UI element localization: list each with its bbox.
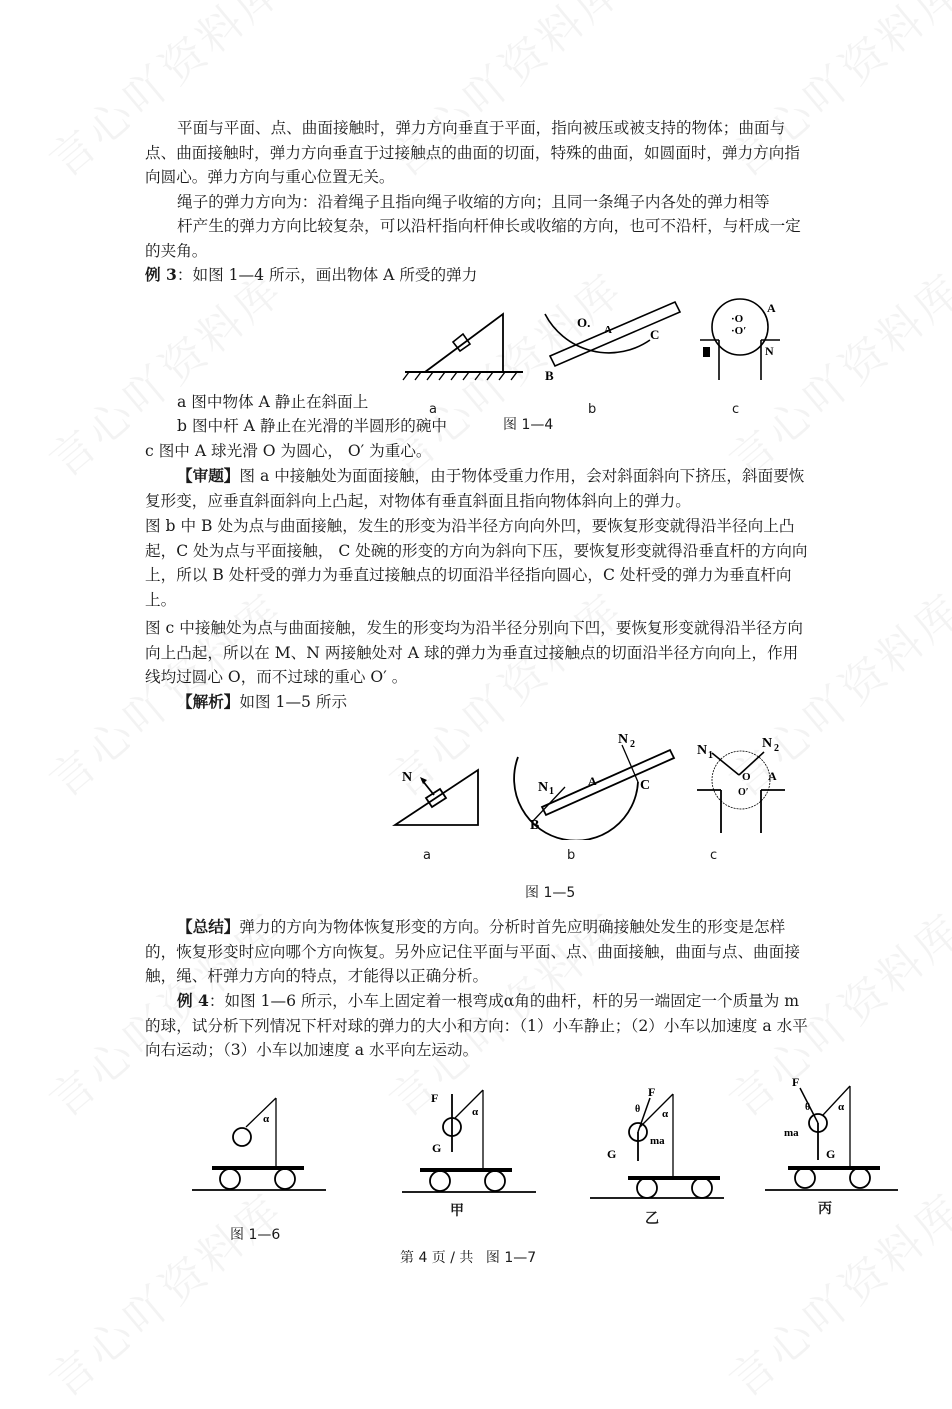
summary-tag: 【总结】 (177, 917, 240, 936)
svg-text:·O: ·O (731, 313, 744, 325)
figure-1-5-label-b: b (567, 848, 576, 863)
svg-text:θ: θ (805, 1102, 811, 1113)
svg-text:O′: O′ (738, 787, 749, 798)
review-paragraph-b: 图 b 中 B 处为点与曲面接触，发生的形变为沿半径方向向外凹，要恢复形变就得沿半径向上凸起，C 处为点与平面接触， C 处碗的形变的方向为斜向下压，要恢复形变就得沿垂直杆的方向向上，所以 B 处杆受的弹力为垂直过接触点的切面沿半径指向圆心，C 处杆受的弹力为垂直杆向上。 (145, 517, 808, 609)
svg-text:1: 1 (549, 786, 554, 797)
svg-text:ma: ma (650, 1135, 665, 1147)
condition-b: b 图中杆 A 静止在光滑的半圆形的碗中 (177, 417, 448, 435)
analysis-heading (145, 690, 813, 715)
review-text-a: 图 a 中接触处为面面接触，由于物体受重力作用，会对斜面斜向下挤压，斜面要恢复形变，应垂直斜面斜向上凸起，对物体有垂直斜面且指向物体斜向上的弹力。 (145, 467, 805, 510)
paragraph-rope-force: 绳子的弹力方向为：沿着绳子且指向绳子收缩的方向；且同一条绳子内各处的弹力相等 (177, 193, 770, 211)
example-4-text: ：如图 1—6 所示，小车上固定着一根弯成α角的曲杆，杆的另一端固定一个质量为 m 的球，试分析下列情况下杆对球的弹力的大小和方向：（1）小车静止；（2）小车以加速度 a 水平向右运动；（3）小车以加速度 a 水平向左运动。 (145, 992, 808, 1059)
svg-text:N: N (402, 770, 413, 785)
svg-text:F: F (648, 1085, 656, 1099)
figure-1-7-caption: 图 1—7 (485, 1250, 537, 1266)
figure-1-6-1-7 (180, 1070, 900, 1230)
svg-text:N: N (618, 732, 629, 747)
analysis-text: 如图 1—5 所示 (239, 693, 348, 711)
figure-1-5-caption: 图 1—5 (525, 885, 576, 901)
svg-text:ma: ma (784, 1127, 799, 1139)
svg-text:F: F (431, 1091, 439, 1105)
figure-1-5-label-c: c (710, 848, 718, 863)
figure-1-7-label-jia: 甲 (450, 1203, 464, 1219)
figure-1-6-cart (192, 1098, 326, 1190)
condition-a: a 图中物体 A 静止在斜面上 (177, 393, 369, 411)
svg-text:G: G (432, 1141, 442, 1155)
condition-c: c 图中 A 球光滑 O 为圆心， O′ 为重心。 (145, 442, 432, 460)
svg-text:B: B (530, 818, 540, 833)
svg-text:A: A (588, 774, 597, 788)
example-4-label: 例 4 (177, 991, 209, 1010)
svg-text:O.: O. (577, 315, 591, 330)
figure-1-4-label-c: c (732, 402, 740, 417)
svg-text:G: G (607, 1147, 617, 1161)
figure-1-7-label-yi: 乙 (645, 1211, 659, 1227)
example-4-paragraph (145, 989, 813, 1063)
page-footer (400, 1247, 536, 1267)
svg-text:O: O (742, 771, 751, 783)
figure-1-4-label-b: b (588, 402, 597, 417)
figure-1-4a-incline (403, 314, 523, 380)
summary-text: 弹力的方向为物体恢复形变的方向。分析时首先应明确接触处发生的形变是怎样的，恢复形变时应向哪个方向恢复。另外应记住平面与平面、点、曲面接触，曲面与点、曲面接触，绳、杆弹力方向的特点，才能得以正确分析。 (145, 918, 800, 985)
figure-1-4b-bowl (545, 302, 680, 366)
summary-paragraph (145, 915, 813, 989)
svg-text:N: N (762, 736, 773, 751)
svg-text:α: α (263, 1113, 270, 1125)
svg-text:B: B (545, 368, 554, 383)
svg-text:1: 1 (708, 750, 713, 761)
svg-text:A: A (768, 769, 777, 783)
svg-text:N: N (697, 743, 708, 758)
svg-text:F: F (792, 1075, 800, 1089)
review-tag: 【审题】 (177, 466, 240, 485)
figure-1-7-jia-cart (402, 1090, 536, 1192)
force-arrow-n (420, 777, 427, 784)
svg-text:2: 2 (630, 739, 635, 750)
example-3-text: ：如图 1—4 所示，画出物体 A 所受的弹力 (176, 266, 478, 284)
review-paragraph-c: 图 c 中接触处为点与曲面接触，发生的形变均为沿半径分别向下凹，要恢复形变就得沿半径方向向上凸起，所以在 M、N 两接触处对 A 球的弹力为垂直过接触点的切面沿半径方向向上，作用线均过圆心 O，而不过球的重心 O′ 。 (145, 619, 803, 686)
svg-text:C: C (640, 778, 651, 793)
svg-text:A: A (604, 324, 612, 336)
page-number: 第 4 页 / 共 (400, 1250, 474, 1266)
svg-text:2: 2 (774, 743, 779, 754)
figure-1-6-caption: 图 1—6 (230, 1227, 281, 1243)
figure-1-4-label-a: a (429, 402, 437, 417)
figure-1-7-label-bing: 丙 (818, 1201, 832, 1217)
paragraph-elastic-direction: 平面与平面、点、曲面接触时，弹力方向垂直于平面，指向被压或被支持的物体；曲面与点、曲面接触时，弹力方向垂直于过接触点的曲面的切面，特殊的曲面，如圆面时，弹力方向指向圆心。弹力方向与重心位置无关。 (145, 119, 800, 186)
svg-text:G: G (826, 1147, 836, 1161)
figure-1-5 (390, 725, 800, 840)
svg-text:C: C (650, 327, 660, 342)
review-paragraph-a (145, 464, 813, 513)
example-3-heading (145, 263, 813, 288)
svg-text:α: α (838, 1101, 845, 1113)
example-3-label: 例 3 (145, 265, 177, 284)
svg-text:α: α (472, 1106, 479, 1118)
svg-text:N: N (538, 780, 549, 795)
figure-1-4 (395, 292, 795, 392)
analysis-tag: 【解析】 (177, 692, 240, 711)
svg-text:·O′: ·O′ (731, 325, 747, 337)
svg-text:N: N (765, 344, 774, 358)
svg-text:A: A (767, 301, 776, 315)
figure-1-4-caption: 图 1—4 (503, 417, 554, 433)
figure-1-5-label-a: a (423, 848, 431, 863)
svg-text:α: α (662, 1108, 669, 1120)
paragraph-rod-force: 杆产生的弹力方向比较复杂，可以沿杆指向杆伸长或收缩的方向，也可不沿杆，与杆成一定的夹角。 (145, 217, 801, 260)
svg-text:θ: θ (635, 1104, 641, 1115)
